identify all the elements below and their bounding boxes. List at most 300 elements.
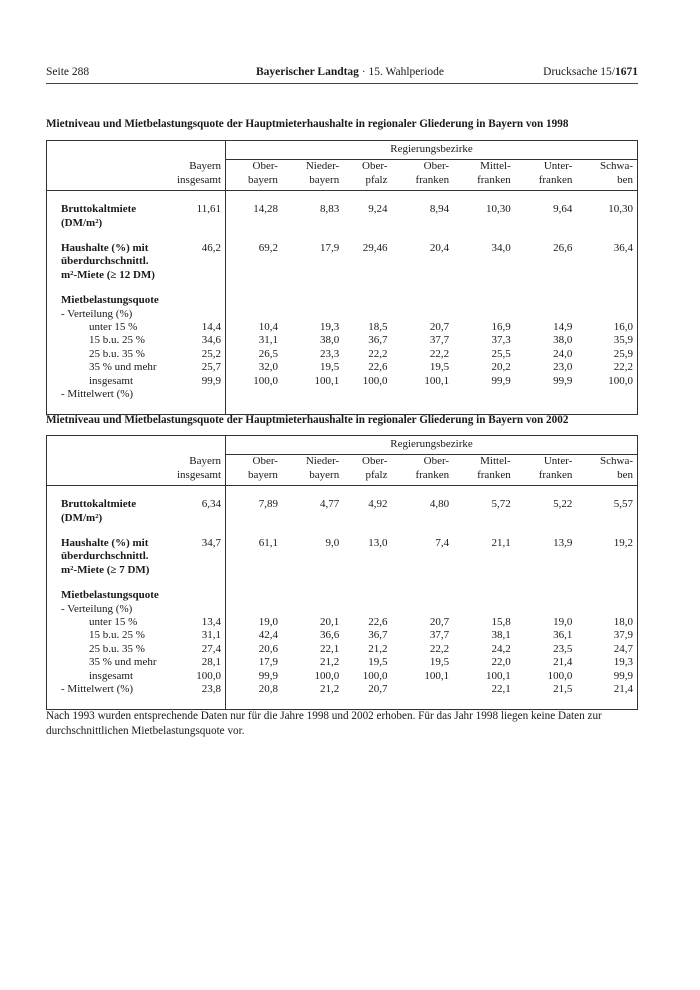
empty-cell <box>47 486 167 499</box>
table-row <box>47 656 637 669</box>
value-cell <box>226 603 282 616</box>
row-label-band: insgesamt <box>89 669 133 682</box>
value-cell: 10,30 <box>485 203 511 216</box>
empty-cell <box>47 141 167 160</box>
table-row <box>47 348 637 361</box>
value-cell: 24,2 <box>491 642 511 655</box>
value-cell <box>391 388 453 401</box>
column-header-line: ben <box>617 468 633 481</box>
column-header-region <box>343 455 391 486</box>
value-cell <box>282 294 343 307</box>
column-header-line: bayern <box>248 173 278 186</box>
empty-cell <box>226 191 638 204</box>
column-header-line: bayern <box>309 173 340 186</box>
value-cell: 36,7 <box>368 629 388 642</box>
value-cell <box>282 589 343 602</box>
table-row <box>47 334 637 347</box>
value-cell <box>576 308 637 321</box>
value-cell: 100,0 <box>314 669 340 682</box>
value-cell: 23,8 <box>167 683 226 696</box>
value-cell: 17,9 <box>258 656 278 669</box>
value-cell: 25,9 <box>613 347 633 360</box>
value-cell: 14,4 <box>167 321 226 334</box>
table-row <box>47 388 637 401</box>
value-cell: 19,5 <box>429 656 450 669</box>
value-cell: 42,4 <box>258 629 278 642</box>
value-cell: 9,0 <box>325 537 340 550</box>
empty-cell <box>167 191 226 204</box>
empty-cell <box>167 141 226 160</box>
value-cell <box>453 294 515 307</box>
value-cell <box>515 294 577 307</box>
value-cell: 13,4 <box>167 616 226 629</box>
spacer-row <box>47 230 637 242</box>
row-label-bruttokaltmiete <box>47 203 167 230</box>
value-cell: 9,24 <box>368 203 388 216</box>
value-cell <box>282 308 343 321</box>
table-row <box>47 242 637 282</box>
value-cell <box>576 603 637 616</box>
empty-cell <box>167 282 226 294</box>
column-header-region <box>391 455 453 486</box>
value-cell: 22,1 <box>319 642 340 655</box>
row-label-verteilung: - Verteilung (%) <box>61 307 133 320</box>
column-header-row <box>47 455 637 486</box>
value-cell: 26,6 <box>553 242 573 255</box>
table-row <box>47 616 637 629</box>
value-cell: 35,9 <box>613 334 633 347</box>
row-label-line: (DM/m²) <box>61 511 103 524</box>
value-cell <box>167 308 226 321</box>
table-row <box>47 603 637 616</box>
value-cell <box>391 294 453 307</box>
value-cell: 16,9 <box>491 321 511 334</box>
empty-cell <box>47 577 167 589</box>
value-cell: 23,3 <box>319 347 340 360</box>
table-1998-body <box>47 141 637 414</box>
column-header-region <box>391 160 453 191</box>
value-cell: 4,92 <box>368 498 388 511</box>
value-cell: 34,0 <box>491 242 511 255</box>
column-header-line: ben <box>617 173 633 186</box>
spacer-row <box>47 525 637 537</box>
value-cell <box>282 603 343 616</box>
value-cell: 21,5 <box>553 683 573 696</box>
column-header-line: franken <box>538 468 573 481</box>
value-cell <box>391 683 453 696</box>
row-label-line: m²-Miete (≥ 12 DM) <box>61 268 155 281</box>
row-label-mittelwert: - Mittelwert (%) <box>61 683 134 696</box>
table-row <box>47 643 637 656</box>
caption-1998: Mietniveau und Mietbelastungsquote der Hauptmieterhaushalte in regionaler Gliederung in Bayern von 1998 <box>46 118 569 130</box>
row-label-line: überdurchschnittl. <box>61 550 149 563</box>
table-1998-grid <box>47 141 637 414</box>
column-header-line: Ober- <box>423 455 450 468</box>
value-cell: 19,3 <box>319 321 340 334</box>
value-cell: 100,1 <box>314 374 340 387</box>
page-number: Seite 288 <box>46 66 90 78</box>
table-row <box>47 629 637 642</box>
value-cell: 100,0 <box>547 669 573 682</box>
table-row <box>47 498 637 525</box>
empty-cell <box>47 191 167 204</box>
value-cell: 24,7 <box>613 642 633 655</box>
value-cell: 31,1 <box>167 629 226 642</box>
value-cell: 19,0 <box>553 616 573 629</box>
column-header-row <box>47 160 637 191</box>
row-label-band: unter 15 % <box>89 616 138 629</box>
value-cell: 29,46 <box>362 242 388 255</box>
value-cell: 21,2 <box>319 656 340 669</box>
table-row <box>47 670 637 683</box>
row-label-band: insgesamt <box>89 374 133 387</box>
column-header-region <box>453 455 515 486</box>
value-cell: 10,30 <box>608 203 633 216</box>
value-cell: 28,1 <box>167 656 226 669</box>
value-cell: 37,7 <box>429 629 450 642</box>
value-cell <box>391 308 453 321</box>
value-cell: 19,3 <box>613 656 633 669</box>
table-row <box>47 321 637 334</box>
column-header-line: franken <box>415 173 450 186</box>
value-cell: 4,77 <box>319 498 340 511</box>
value-cell: 13,9 <box>553 537 573 550</box>
value-cell <box>226 294 282 307</box>
value-cell <box>167 294 226 307</box>
column-header-line: Ober- <box>423 160 450 173</box>
empty-cell <box>47 455 167 486</box>
column-header-line: Ober- <box>252 160 278 173</box>
value-cell: 38,0 <box>319 334 340 347</box>
value-cell: 100,0 <box>362 374 388 387</box>
table-2002 <box>46 435 638 710</box>
value-cell: 19,5 <box>319 361 340 374</box>
value-cell <box>391 589 453 602</box>
row-label-line: Haushalte (%) mit <box>61 242 149 255</box>
value-cell: 13,0 <box>368 537 388 550</box>
column-header-line: Schwa- <box>600 455 633 468</box>
value-cell <box>167 388 226 401</box>
parliament-name: Bayerischer Landtag <box>255 66 359 78</box>
value-cell: 36,7 <box>368 334 388 347</box>
value-cell: 7,89 <box>258 498 278 511</box>
spacer-row <box>47 402 637 414</box>
empty-cell <box>47 525 167 537</box>
column-header-line: Schwa- <box>600 160 633 173</box>
column-header-line: Mittel- <box>480 455 511 468</box>
caption-2002: Mietniveau und Mietbelastungsquote der Hauptmieterhaushalte in regionaler Gliederung in Bayern von 2002 <box>46 414 569 426</box>
region-group-header: Regierungsbezirke <box>226 141 638 160</box>
value-cell: 16,0 <box>613 321 633 334</box>
value-cell: 24,0 <box>553 347 573 360</box>
column-header-line: franken <box>477 173 511 186</box>
value-cell: 20,4 <box>429 242 450 255</box>
empty-cell <box>226 282 638 294</box>
value-cell: 22,0 <box>491 656 511 669</box>
value-cell: 22,2 <box>429 347 450 360</box>
table-row <box>47 308 637 321</box>
value-cell <box>343 603 391 616</box>
column-header-region <box>515 160 577 191</box>
value-cell <box>453 388 515 401</box>
empty-cell <box>226 230 638 242</box>
empty-cell <box>167 436 226 455</box>
value-cell: 100,1 <box>424 374 450 387</box>
column-header-region <box>226 160 282 191</box>
value-cell: 22,2 <box>613 361 633 374</box>
empty-cell <box>226 697 638 709</box>
empty-cell <box>167 577 226 589</box>
value-cell: 27,4 <box>167 643 226 656</box>
value-cell: 19,0 <box>258 616 278 629</box>
value-cell: 100,1 <box>485 669 511 682</box>
empty-cell <box>167 525 226 537</box>
value-cell: 5,57 <box>613 498 633 511</box>
column-header-line: Unter- <box>543 455 573 468</box>
empty-cell <box>226 577 638 589</box>
table-row <box>47 203 637 230</box>
row-label-band: 25 b.u. 35 % <box>89 347 145 360</box>
value-cell: 100,0 <box>362 669 388 682</box>
row-label-mittelwert: - Mittelwert (%) <box>61 388 134 401</box>
value-cell: 38,1 <box>491 629 511 642</box>
column-header-bayern <box>167 160 226 191</box>
value-cell: 36,1 <box>553 629 573 642</box>
value-cell: 32,0 <box>258 361 278 374</box>
column-header-line: Bayern <box>189 455 221 468</box>
value-cell: 99,9 <box>553 374 573 387</box>
value-cell: 37,7 <box>429 334 450 347</box>
value-cell <box>515 603 577 616</box>
value-cell: 22,2 <box>368 347 388 360</box>
empty-cell <box>47 282 167 294</box>
empty-cell <box>226 486 638 499</box>
value-cell: 19,5 <box>368 656 388 669</box>
footnote: Nach 1993 wurden entsprechende Daten nur für die Jahre 1998 und 2002 erhoben. Für das Jahr 1998 liegen keine Daten zur durchschnittlichen Mietbelastungsquote vor. <box>46 710 602 737</box>
row-label-band: 35 % und mehr <box>89 361 157 374</box>
value-cell: 21,1 <box>491 537 511 550</box>
value-cell: 100,0 <box>167 670 226 683</box>
column-header-region <box>453 160 515 191</box>
value-cell <box>391 603 453 616</box>
row-label-band: 25 b.u. 35 % <box>89 642 145 655</box>
value-cell <box>167 603 226 616</box>
value-cell: 36,6 <box>319 629 340 642</box>
table-row <box>47 375 637 388</box>
value-cell <box>453 589 515 602</box>
column-header-line: Ober- <box>252 455 278 468</box>
column-header-line: Nieder- <box>305 455 340 468</box>
legislative-period: · 15. Wahlperiode <box>358 66 445 78</box>
value-cell: 5,22 <box>553 498 573 511</box>
value-cell: 69,2 <box>258 242 278 255</box>
value-cell: 99,9 <box>258 669 278 682</box>
value-cell <box>576 294 637 307</box>
value-cell: 21,2 <box>319 683 340 696</box>
value-cell: 34,7 <box>167 537 226 577</box>
value-cell <box>576 388 637 401</box>
value-cell: 20,6 <box>258 642 278 655</box>
row-label-haushalte <box>47 537 167 577</box>
column-header-line: franken <box>415 468 450 481</box>
value-cell <box>343 388 391 401</box>
value-cell <box>167 589 226 602</box>
column-header-bayern <box>167 455 226 486</box>
value-cell <box>226 388 282 401</box>
row-label-band: 35 % und mehr <box>89 656 157 669</box>
value-cell: 25,7 <box>167 361 226 374</box>
column-header-line: Mittel- <box>480 160 511 173</box>
column-header-line: bayern <box>248 468 278 481</box>
empty-cell <box>47 160 167 191</box>
value-cell: 37,9 <box>613 629 633 642</box>
value-cell: 5,72 <box>491 498 511 511</box>
value-cell: 37,3 <box>491 334 511 347</box>
column-header-line: Bayern <box>189 160 221 173</box>
value-cell: 21,4 <box>553 656 573 669</box>
column-header-line: Ober- <box>362 160 388 173</box>
column-header-line: pfalz <box>365 173 388 186</box>
column-header-line: bayern <box>309 468 340 481</box>
value-cell: 99,9 <box>491 374 511 387</box>
value-cell: 99,9 <box>167 375 226 388</box>
empty-cell <box>167 230 226 242</box>
row-label-band: 15 b.u. 25 % <box>89 334 145 347</box>
print-reference <box>543 66 638 78</box>
spacer-row <box>47 191 637 204</box>
value-cell <box>226 308 282 321</box>
table-row <box>47 537 637 577</box>
row-label-quote: Mietbelastungsquote <box>61 294 159 307</box>
empty-cell <box>167 697 226 709</box>
table-row <box>47 361 637 374</box>
empty-cell <box>226 402 638 414</box>
column-header-line: pfalz <box>365 468 388 481</box>
column-header-region <box>282 455 343 486</box>
value-cell: 18,5 <box>368 321 388 334</box>
column-header-region <box>576 160 637 191</box>
column-header-line: Nieder- <box>305 160 340 173</box>
spacer-row <box>47 577 637 589</box>
value-cell: 100,0 <box>608 374 633 387</box>
value-cell: 46,2 <box>167 242 226 282</box>
value-cell: 22,6 <box>368 361 388 374</box>
column-header-line: insgesamt <box>177 173 221 186</box>
column-header-region <box>515 455 577 486</box>
value-cell <box>453 308 515 321</box>
value-cell: 34,6 <box>167 334 226 347</box>
value-cell: 26,5 <box>258 347 278 360</box>
value-cell: 21,4 <box>613 683 633 696</box>
value-cell: 20,7 <box>429 321 450 334</box>
value-cell: 15,8 <box>491 616 511 629</box>
table-row <box>47 589 637 602</box>
row-label-verteilung: - Verteilung (%) <box>61 602 133 615</box>
value-cell: 20,1 <box>319 616 340 629</box>
row-label-line: Bruttokaltmiete <box>61 498 137 511</box>
value-cell <box>226 589 282 602</box>
value-cell: 6,34 <box>167 498 226 525</box>
value-cell: 19,5 <box>429 361 450 374</box>
value-cell <box>515 589 577 602</box>
value-cell: 8,83 <box>319 203 340 216</box>
region-group-header: Regierungsbezirke <box>226 436 638 455</box>
column-header-line: Unter- <box>543 160 573 173</box>
value-cell: 20,7 <box>368 683 388 696</box>
table-2002-grid <box>47 436 637 709</box>
value-cell: 31,1 <box>258 334 278 347</box>
row-label-line: Haushalte (%) mit <box>61 537 149 550</box>
value-cell <box>576 589 637 602</box>
header-rule <box>46 83 638 84</box>
value-cell: 61,1 <box>258 537 278 550</box>
column-header-region <box>576 455 637 486</box>
value-cell <box>343 308 391 321</box>
value-cell: 23,0 <box>553 361 573 374</box>
row-label-line: m²-Miete (≥ 7 DM) <box>61 563 150 576</box>
value-cell <box>515 388 577 401</box>
value-cell <box>515 308 577 321</box>
region-group-row <box>47 141 637 160</box>
table-1998 <box>46 140 638 415</box>
value-cell: 100,0 <box>253 374 278 387</box>
value-cell: 36,4 <box>613 242 633 255</box>
table-2002-body <box>47 436 637 709</box>
value-cell: 9,64 <box>553 203 573 216</box>
value-cell: 17,9 <box>319 242 340 255</box>
value-cell <box>282 388 343 401</box>
print-number: 1671 <box>615 66 638 78</box>
spacer-row <box>47 282 637 294</box>
column-header-line: franken <box>477 468 511 481</box>
spacer-row <box>47 486 637 499</box>
row-label-line: überdurchschnittl. <box>61 255 149 268</box>
value-cell: 20,8 <box>258 683 278 696</box>
value-cell: 23,5 <box>553 642 573 655</box>
value-cell <box>453 603 515 616</box>
value-cell: 20,2 <box>491 361 511 374</box>
value-cell: 11,61 <box>167 203 226 230</box>
row-label-haushalte <box>47 242 167 282</box>
value-cell: 14,9 <box>553 321 573 334</box>
value-cell: 22,1 <box>491 683 511 696</box>
column-header-line: franken <box>538 173 573 186</box>
empty-cell <box>47 230 167 242</box>
value-cell: 19,2 <box>613 537 633 550</box>
value-cell: 20,7 <box>429 616 450 629</box>
table-row <box>47 683 637 696</box>
value-cell: 99,9 <box>613 669 633 682</box>
value-cell: 8,94 <box>429 203 450 216</box>
value-cell: 22,6 <box>368 616 388 629</box>
value-cell: 100,1 <box>424 669 450 682</box>
row-label-bruttokaltmiete <box>47 498 167 525</box>
print-prefix: Drucksache 15/ <box>543 66 615 78</box>
empty-cell <box>226 525 638 537</box>
table-row <box>47 294 637 307</box>
value-cell: 22,2 <box>429 642 450 655</box>
region-group-row <box>47 436 637 455</box>
empty-cell <box>167 486 226 499</box>
value-cell: 4,80 <box>429 498 450 511</box>
value-cell: 38,0 <box>553 334 573 347</box>
spacer-row <box>47 697 637 709</box>
column-header-region <box>343 160 391 191</box>
row-label-quote: Mietbelastungsquote <box>61 589 159 602</box>
value-cell <box>343 589 391 602</box>
column-header-line: insgesamt <box>177 468 221 481</box>
value-cell: 21,2 <box>368 642 388 655</box>
